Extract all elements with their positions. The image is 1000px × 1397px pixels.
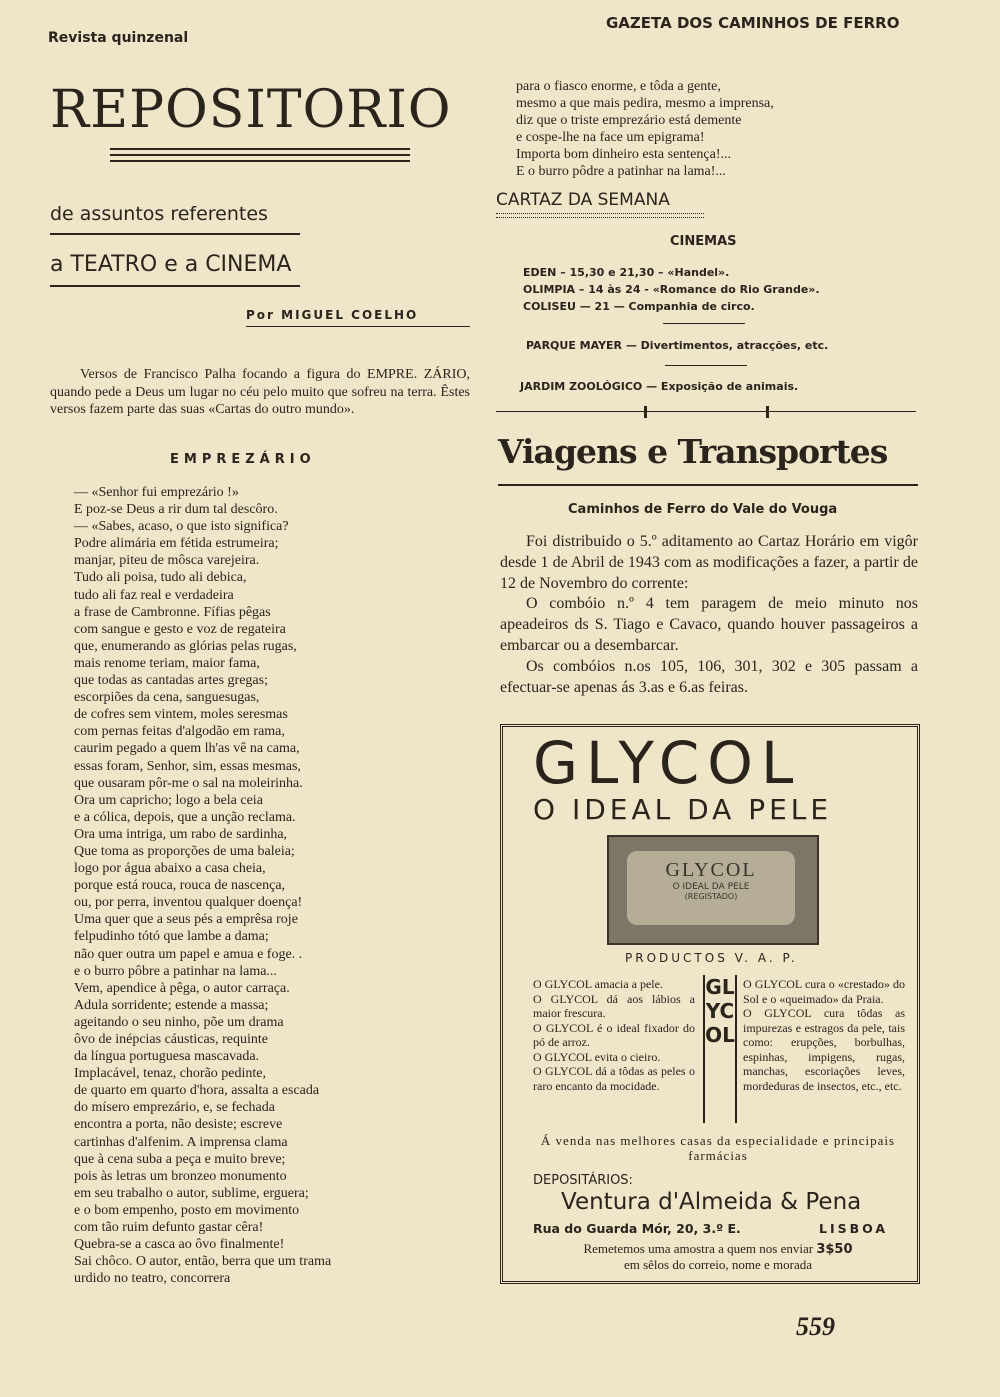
label-brand: GLYCOL	[665, 859, 757, 881]
poem-line: e cospe-lhe na face um epigrama!	[516, 130, 705, 146]
claim: O GLYCOL dá a tôdas as peles o raro encanto da mocidade.	[533, 1064, 695, 1093]
ad-producer: PRODUCTOS V. A. P.	[625, 951, 798, 965]
header-left: Revista quinzenal	[48, 30, 189, 46]
glycol-advertisement	[500, 724, 920, 1284]
poem-line: encontra a porta, não desiste; escreve	[74, 1117, 283, 1133]
ad-left-claims	[533, 977, 695, 1093]
poem-line: não quer outra um papel e amua e foge. .	[74, 946, 303, 962]
poem-line: urdido no teatro, concorrera	[74, 1271, 231, 1287]
poem-line: Tudo ali poisa, tudo ali debica,	[74, 570, 247, 586]
claim: O GLYCOL amacia a pele.	[533, 977, 663, 991]
ad-depositarios: DEPOSITÁRIOS:	[533, 1173, 633, 1188]
claim: O GLYCOL cura tôdas as impurezas e estragos da pele, tais como: erupções, borbulhas, espinhas, impigens, rugas, manchas, escoriações leves, mordeduras de insectos, etc., etc.	[743, 1006, 905, 1093]
poem-line: Adula sorridente; estende a massa;	[74, 997, 269, 1013]
poem-line: de cofres sem vintem, moles seresmas	[74, 707, 288, 723]
cinemas-list	[523, 264, 820, 315]
poem-line: pois às letras um bronzeo monumento	[74, 1168, 287, 1184]
ad-company: Ventura d'Almeida & Pena	[561, 1189, 862, 1215]
poem-line: porque está rouca, rouca de nascença,	[74, 878, 286, 894]
poem-line: cartinhas d'alfenim. A imprensa clama	[74, 1134, 288, 1150]
ad-sample-text-2: em sêlos do correio, nome e morada	[623, 1257, 813, 1272]
claim: O GLYCOL dá aos lábios a maior frescura.	[533, 991, 695, 1020]
poem-line: Vem, apendice à pêga, o autor carraça.	[74, 980, 290, 996]
poem-line: Ora uma intriga, um rabo de sardinha,	[74, 826, 288, 842]
product-label-image	[607, 835, 819, 945]
viagens-paragraph: Foi distribuido o 5.º aditamento ao Cartaz Horário em vigôr desde 1 de Abril de 1943 com as modificações a fazer, a partir de 12 de Novembro do corrente:	[500, 533, 918, 592]
poem-line: que ousaram pôr-me o sal na moleirinha.	[74, 775, 303, 791]
jardim-zoologico: JARDIM ZOOLÓGICO — Exposição de animais.	[520, 380, 799, 393]
poem-title: EMPREZÁRIO	[170, 452, 316, 467]
poem-line: a frase de Cambronne. Fífias pêgas	[74, 604, 271, 620]
ad-brand: GLYCOL	[533, 729, 802, 797]
subtitle-1: de assuntos referentes	[50, 203, 268, 225]
poem-line: e o bom empenho, posto em movimento	[74, 1202, 300, 1218]
poem-line: da língua portuguesa mascavada.	[74, 1049, 260, 1065]
poem-line: Uma quer que a seus pés a emprêsa roje	[74, 912, 298, 928]
poem-line: e a cólica, depois, que a unção reclama.	[74, 809, 296, 825]
poem-line: manjar, piteu de môsca varejeira.	[74, 553, 260, 569]
poem-line: ageitando o seu ninho, põe um drama	[74, 1014, 284, 1030]
poem-line: — «Sabes, acaso, o que isto significa?	[74, 519, 289, 535]
poem-line: com pernas feitas d'algodão em rama,	[74, 724, 285, 740]
subtitle-2: a TEATRO e a CINEMA	[50, 252, 292, 277]
label-sub: O IDEAL DA PELE	[672, 882, 750, 892]
poem-line: para o fiasco enorme, e tôda a gente,	[516, 79, 721, 94]
parque-mayer: PARQUE MAYER — Divertimentos, atracções, etc.	[526, 339, 829, 352]
poem-line: logo por água abaixo a casa cheia,	[74, 861, 266, 877]
poem-line: Ora um capricho; logo a bela ceia	[74, 792, 263, 808]
cinema-item: COLISEU — 21 — Companhia de circo.	[523, 300, 755, 313]
cartaz-title: CARTAZ DA SEMANA	[496, 190, 670, 210]
cinemas-heading: CINEMAS	[670, 234, 737, 249]
viagens-paragraph: O combóio n.º 4 tem paragem de meio minuto nos apeadeiros ds S. Tiago e Cavaco, quando houver passageiros a embarcar ou a desembarcar.	[500, 595, 918, 654]
poem-line: caurim pegado a quem lh'as vê na cama,	[74, 741, 300, 757]
claim: O GLYCOL evita o cieiro.	[533, 1049, 661, 1064]
poem-line: que à cena suba a peça e muito breve;	[74, 1151, 286, 1167]
ad-city: LISBOA	[819, 1221, 889, 1236]
poem-line: tudo ali faz real e verdadeira	[74, 587, 234, 603]
poem-line: de quarto em quarto d'hora, assalta a escada	[74, 1083, 320, 1099]
poem-line: que, enumerando as glórias pelas rugas,	[74, 638, 297, 654]
poem-line: em seu trabalho o autor, sublime, erguera;	[74, 1185, 309, 1201]
header-right: GAZETA DOS CAMINHOS DE FERRO	[606, 14, 900, 32]
ad-address: Rua do Guarda Mór, 20, 3.º E.	[533, 1221, 741, 1236]
ad-sample-offer	[533, 1241, 903, 1272]
ad-availability: Á venda nas melhores casas da especialidade e principais farmácias	[540, 1133, 896, 1163]
ad-price: 3$50	[816, 1242, 853, 1257]
cinema-item: OLIMPIA – 14 às 24 - «Romance do Rio Grande».	[523, 283, 820, 296]
ad-vertical-brand: GLYCOL	[703, 975, 737, 1123]
poem-line: Que toma as proporções de uma baleia;	[74, 843, 295, 859]
ad-tagline: O IDEAL DA PELE	[533, 793, 833, 826]
byline: Por MIGUEL COELHO	[246, 308, 419, 322]
poem-line: escorpiões da cena, sanguesugas,	[74, 690, 260, 706]
poem-line: E o burro pôdre a patinhar na lama!...	[516, 164, 726, 180]
poem-line: E poz-se Deus a rir dum tal descôro.	[74, 502, 278, 518]
poem-line: que todas as cantadas artes gregas;	[74, 673, 268, 689]
poem-line: mais renome teriam, maior fama,	[74, 655, 260, 671]
poem-line: mesmo a que mais pedira, mesmo a imprensa,	[516, 96, 774, 112]
claim: O GLYCOL cura o «crestado» do Sol e o «queimado» da Praia.	[743, 977, 905, 1006]
cinema-item: EDEN – 15,30 e 21,30 – «Handel».	[523, 266, 730, 279]
viagens-title: Viagens e Transportes	[498, 432, 888, 471]
section-title: REPOSITORIO	[50, 80, 452, 140]
poem-line: Implacável, tenaz, chorão pedinte,	[74, 1066, 267, 1082]
claim: O GLYCOL é o ideal fixador do pó de arroz.	[533, 1020, 695, 1049]
intro-paragraph: Versos de Francisco Palha focando a figura do EMPRE. ZÁRIO, quando pede a Deus um lugar no céu pelo muito que sofreu na terra. Êstes versos fazem parte das suas «Cartas do outro mundo».	[50, 367, 470, 417]
poem-line: ôvo de inépcias cáusticas, requinte	[74, 1032, 268, 1047]
poem-line: Podre alimária em fétida estrumeira;	[74, 536, 279, 552]
poem-line: felpudinho tótó que lambe a dama;	[74, 929, 269, 945]
ad-sample-text: Remetemos uma amostra a quem nos enviar	[583, 1241, 814, 1256]
ad-right-claims	[743, 977, 905, 1093]
viagens-subtitle: Caminhos de Ferro do Vale do Vouga	[568, 502, 838, 517]
viagens-body	[500, 532, 918, 698]
poem-line: Importa bom dinheiro esta sentença!...	[516, 147, 731, 163]
poem-line: Quebra-se a casca ao ôvo finalmente!	[74, 1237, 285, 1253]
viagens-paragraph: Os combóios n.os 105, 106, 301, 302 e 305 passam a efectuar-se apenas ás 3.as e 6.as feiras.	[500, 657, 918, 696]
poem-line: e o burro pôbre a patinhar na lama...	[74, 963, 277, 979]
poem-line: com sangue e gesto e voz de regateira	[74, 621, 286, 637]
page-number: 559	[796, 1312, 835, 1341]
poem-line: do mísero emprezário, e, se fechada	[74, 1100, 275, 1116]
poem-right-column	[516, 78, 774, 181]
poem-line: com tão ruim defunto gastar cêra!	[74, 1220, 264, 1236]
label-registered: (REGISTADO)	[684, 892, 738, 901]
poem-line: Sai chôco. O autor, então, berra que um trama	[74, 1254, 332, 1270]
poem-left-column	[74, 484, 331, 1287]
poem-line: essas foram, Senhor, sim, essas mesmas,	[74, 758, 301, 774]
poem-line: diz que o triste emprezário está demente	[516, 113, 742, 129]
poem-line: ou, por perra, inventou qualquer doença!	[74, 895, 303, 911]
poem-line: — «Senhor fui emprezário !»	[74, 485, 239, 500]
